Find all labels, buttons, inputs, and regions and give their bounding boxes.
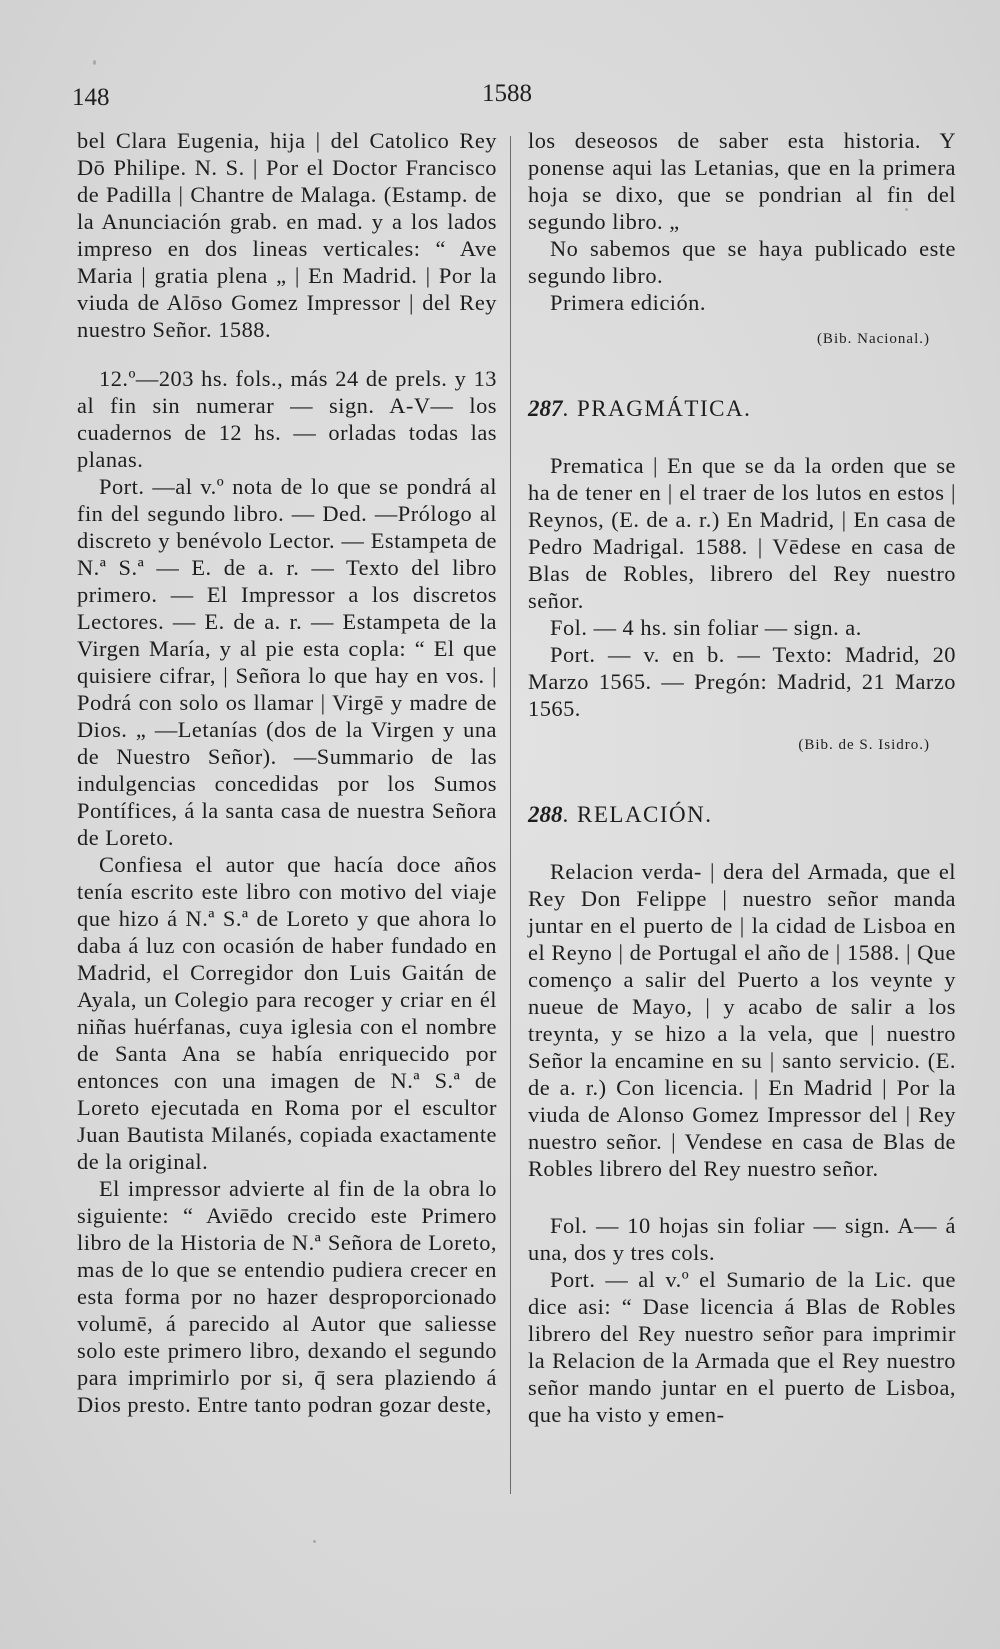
library-source: (Bib. de S. Isidro.) bbox=[798, 737, 930, 753]
entry-number: 287 bbox=[528, 396, 563, 421]
contents-description: Port. — v. en b. — Texto: Madrid, 20 Marzo 1565. — Pregón: Madrid, 21 Marzo 1565. bbox=[528, 642, 956, 721]
entry-title-text: Relacion verda- | dera del Armada, que el Rey Don Felippe | nuestro señor manda juntar en el puerto de | la cidad de Lisboa en el Reyno | de Portugal el año de | 1588. | Que començo a salir del Puerto a los veynte y nueue de Mayo, | y acabo de salir a los treynta, y se hizo a la vela, que | nuestro Señor la encamine en su | santo servicio. (E. de a. r.) Con licencia. | En Madrid | Por la viuda de Alonso Gomez Impressor del | Rey nuestro señor. | Vendese en casa de Blas de Robles librero del Rey nuestro señor. bbox=[528, 859, 956, 1181]
left-column bbox=[77, 127, 497, 1418]
right-column bbox=[528, 127, 956, 1428]
running-header-year: 1588 bbox=[482, 80, 532, 107]
entry-heading-label: . PRAGMÁTICA. bbox=[562, 396, 752, 421]
entry-title-text: Prematica | En que se da la orden que se ha de tener en | el traer de los lutos en estos | Reynos, (E. de a. r.) En Madrid, | En casa de Pedro Madrigal. 1588. | Vēdese en casa de Blas de Robles, librero del Rey nuestro señor. bbox=[528, 453, 956, 613]
physical-description: Fol. — 10 hojas sin foliar — sign. A— á una, dos y tres cols. bbox=[528, 1213, 956, 1265]
entry-number: 288 bbox=[528, 802, 563, 827]
continued-text: los deseosos de saber esta historia. Y ponense aqui las Letanias, que en la primera hoja se dixo, que se pondrian al fin del segundo libro. „ bbox=[528, 128, 956, 234]
physical-description: 12.º—203 hs. fols., más 24 de prels. y 13 al fin sin numerar — sign. A-V— los cuadernos de 12 hs. — orladas todas las planas. bbox=[77, 366, 497, 472]
entry-title-text: bel Clara Eugenia, hija | del Catolico Rey Dō Philipe. N. S. | Por el Doctor Francisco de Padilla | Chantre de Malaga. (Estamp. de la Anunciación grab. en mad. y a los lados impreso en dos lineas verticales: “ Ave Maria | gratia plena „ | En Madrid. | Por la viuda de Alōso Gomez Impressor | del Rey nuestro Señor. 1588. bbox=[77, 128, 497, 342]
entry-heading-287 bbox=[528, 395, 956, 422]
paper-speck bbox=[93, 60, 96, 65]
edition-note: Primera edición. bbox=[550, 290, 706, 315]
page-number: 148 bbox=[72, 84, 110, 111]
contents-description: Port. — al v.º el Sumario de la Lic. que dice asi: “ Dase licencia á Blas de Robles librero del Rey nuestro señor para imprimir la Relacion de la Armada que el Rey nuestro señor mando juntar en el puerto de Lisboa, que ha visto y emen- bbox=[528, 1267, 956, 1427]
bibliographer-note: No sabemos que se haya publicado este segundo libro. bbox=[528, 236, 956, 288]
entry-heading-label: . RELACIÓN. bbox=[562, 802, 713, 827]
author-note: Confiesa el autor que hacía doce años tenía escrito este libro con motivo del viaje que hizo á N.ª S.ª de Loreto y que ahora lo daba á luz con ocasión de haber fundado en Madrid, el Corregidor don Luis Gaitán de Ayala, un Colegio para recoger y criar en él niñas huérfanas, cuya iglesia con el nombre de Santa Ana se había enriquecido por entonces con una imagen de N.ª S.ª de Loreto ejecutada en Roma por el escultor Juan Bautista Milanés, copiada exactamente de la original. bbox=[77, 852, 497, 1174]
library-source: (Bib. Nacional.) bbox=[816, 331, 930, 347]
entry-heading-288 bbox=[528, 801, 956, 828]
physical-description: Fol. — 4 hs. sin foliar — sign. a. bbox=[550, 615, 862, 640]
paper-speck bbox=[313, 1540, 316, 1543]
printer-note: El impressor advierte al fin de la obra lo siguiente: “ Aviēdo crecido este Primero libro de la Historia de N.ª Señora de Loreto, mas de lo que se entendio pudiera crecer en esta forma por no hazer desproporcionado volumē, á parecido al Autor que saliesse solo este primero libro, dexando el segundo para imprimirlo por si, q̄ sera plaziendo á Dios presto. Entre tanto podran gozar deste, bbox=[77, 1176, 497, 1417]
contents-description: Port. —al v.º nota de lo que se pondrá al fin del segundo libro. — Ded. —Prólogo al discreto y benévolo Lector. — Estampeta de N.ª S.ª — E. de a. r. — Texto del libro primero. — El Impressor a los discretos Lectores. — E. de a. r. — Estampeta de la Virgen María, y al pie esta copla: “ El que quisiere cifrar, | Señora lo que hay en vos. | Podrá con solo os llamar | Virgē y madre de Dios. „ —Letanías (dos de la Virgen y una de Nuestro Señor). —Summario de las indulgencias concedidas por los Sumos Pontífices, á la santa casa de nuestra Señora de Loreto. bbox=[77, 474, 497, 850]
column-divider bbox=[510, 136, 511, 1494]
